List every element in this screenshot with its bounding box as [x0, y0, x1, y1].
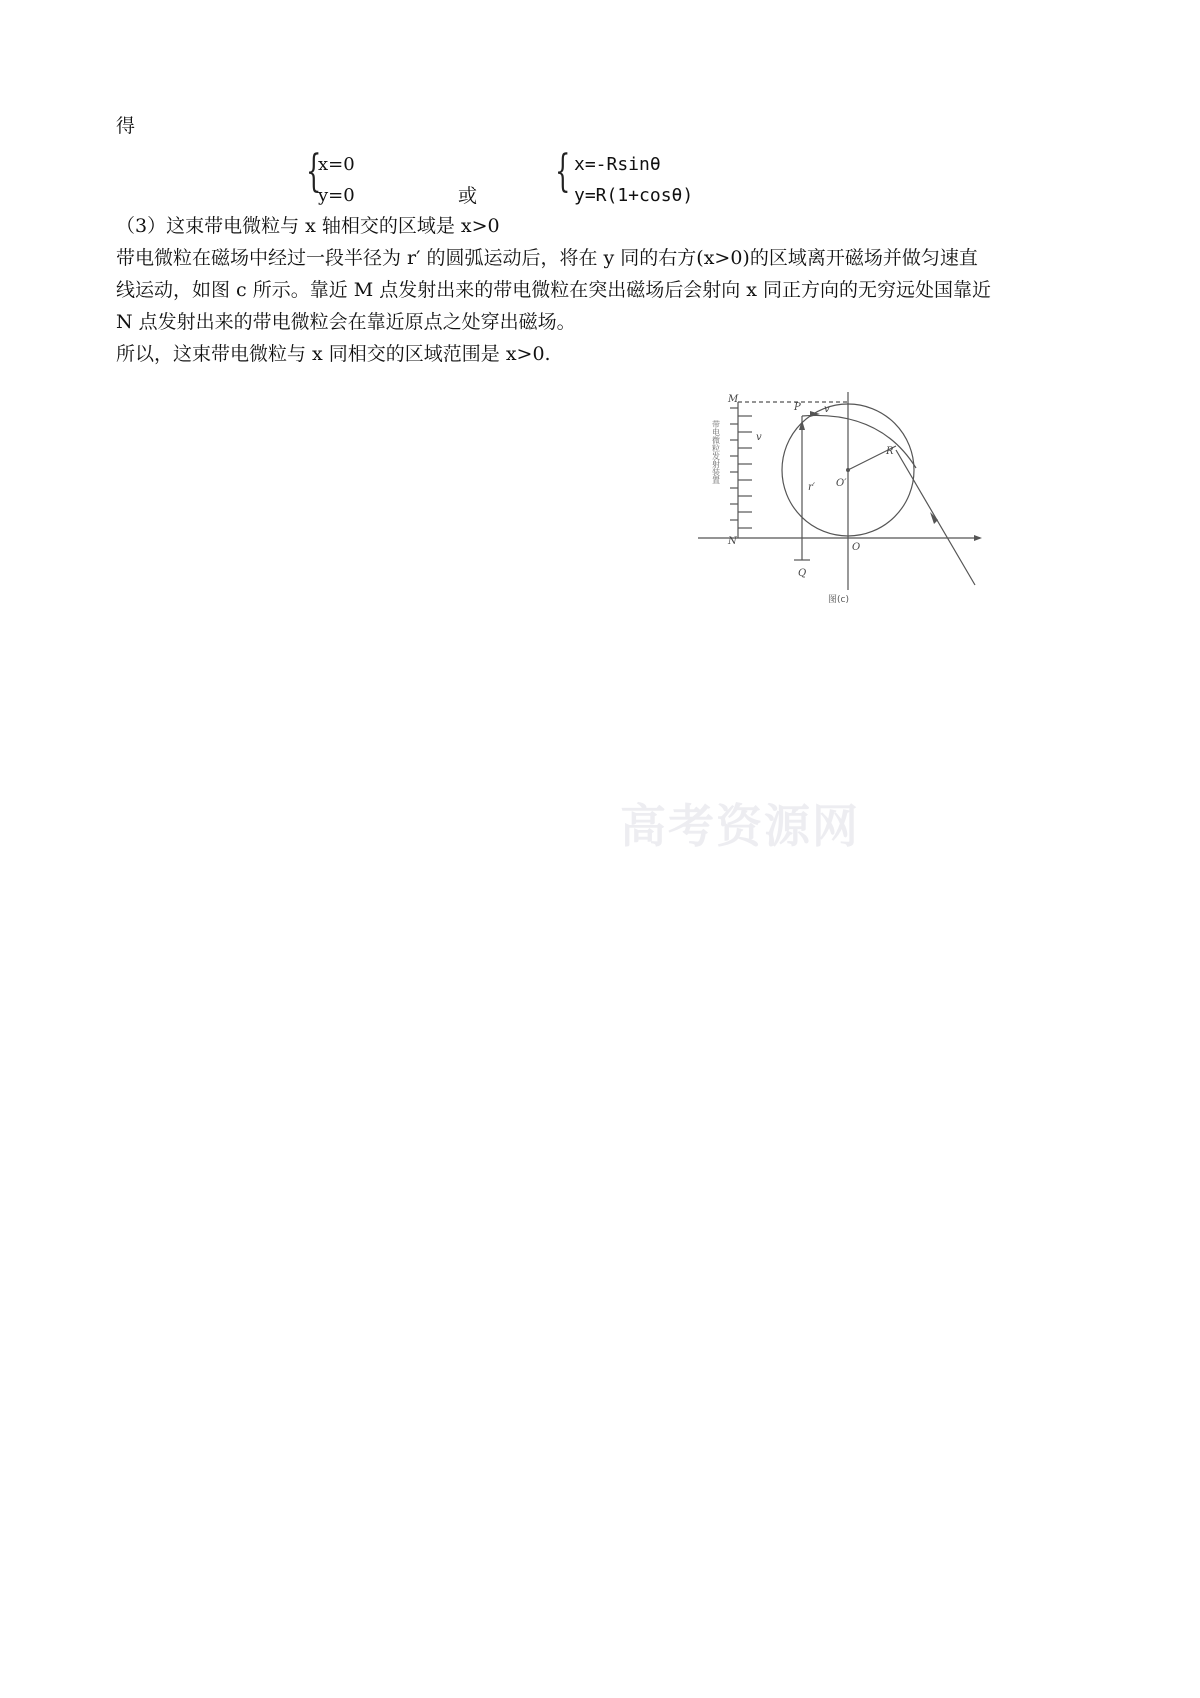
conclusion-line: 所以，这束带电微粒与 x 同相交的区域范围是 x>0. — [116, 343, 551, 365]
label-v: v — [824, 404, 830, 415]
paragraph-line-2: 线运动，如图 c 所示。靠近 M 点发射出来的带电微粒在突出磁场后会射向 x 同正方向的无穷远处国靠近 — [116, 279, 992, 301]
label-v-side: v — [756, 432, 762, 443]
label-N: N — [728, 536, 737, 547]
label-r-prime: r′ — [808, 482, 816, 493]
label-R: R — [886, 446, 894, 457]
right-eq-1: x=-Rsinθ — [574, 154, 661, 175]
watermark: 高考资源网 — [620, 799, 860, 853]
x-axis-arrow — [974, 535, 982, 541]
label-O-prime: O′ — [836, 478, 847, 489]
right-eq-2: y=R(1+cosθ) — [574, 185, 694, 206]
right-brace: { — [555, 146, 571, 197]
figure-c-diagram — [690, 390, 990, 605]
part3-heading: （3）这束带电微粒与 x 轴相交的区域是 x>0 — [116, 215, 500, 237]
left-eq-1: x=0 — [318, 154, 355, 175]
figure-c — [690, 390, 990, 605]
intro-word: 得 — [116, 115, 136, 137]
left-eq-2: y=0 — [318, 185, 355, 206]
label-Q: Q — [798, 568, 807, 579]
paragraph-line-3: N 点发射出来的带电微粒会在靠近原点之处穿出磁场。 — [116, 311, 576, 333]
label-M: M — [728, 394, 739, 405]
particle-arc — [802, 415, 916, 468]
velocity-arrow — [810, 411, 820, 417]
center-dot — [846, 468, 850, 472]
figure-caption: 图(c) — [828, 595, 849, 605]
label-O: O — [852, 542, 861, 553]
left-brace: { — [306, 146, 322, 197]
paragraph-line-1: 带电微粒在磁场中经过一段半径为 r′ 的圆弧运动后，将在 y 同的右方(x>0)的区域离开磁场并做匀速直 — [116, 247, 978, 269]
or-word: 或 — [458, 185, 478, 207]
device-label: 带电微粒发射装置 — [711, 420, 721, 484]
label-P: P — [794, 402, 801, 413]
